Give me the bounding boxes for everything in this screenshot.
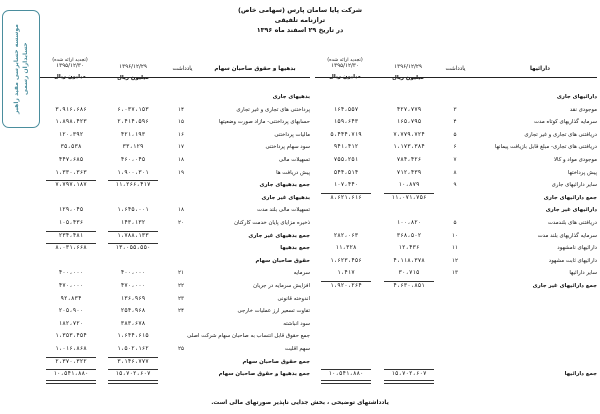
line-item-label: سایر دارائیها [569,270,597,277]
current-year-value: ۳۰،۷۱۵ [398,270,420,277]
prior-year-value: ۲۰۵،۹۰۰ [58,308,84,315]
prior-year-value: ۴۴۷،۶۸۵ [58,157,84,163]
assets-row [0,92,600,103]
currency-label: میلیون ریال [392,75,424,81]
liab-note-header: یادداشت [172,66,193,72]
assets-title: دارائیها [529,66,551,72]
prior-year-value: ۳،۹۱۶،۶۸۶ [55,106,87,113]
prior-year-value: ۱،۶۲۳،۴۵۶ [330,257,362,264]
assets-row [0,243,600,254]
grand-total-rule [384,380,434,384]
note-ref: ۵ [453,220,457,226]
currency-label: میلیون ریال [117,75,149,81]
line-item-label: سرمایه گذاریهای بلند مدت [537,232,597,239]
line-item-label: جمع بدهیها [280,245,310,252]
prior-year-value: ۱۵۹،۶۴۳ [333,119,359,126]
line-item-label: بدهیهای جاری [272,94,310,100]
subtotal-rule [384,193,434,194]
prior-year-value: ۴۷۰،۰۰۰ [58,283,84,289]
line-item-label: دارائیهای غیر جاری [545,207,597,214]
assets-row [0,357,600,368]
current-year-value: ۱۵،۷۰۲،۶۰۷ [115,371,151,378]
current-year-value: ۱۱،۰۷۱،۷۵۶ [391,194,427,201]
current-year-value: ۱۵،۷۰۲،۶۰۷ [391,371,427,378]
statement-date: در تاریخ ۲۹ اسفند ماه ۱۳۹۶ [256,26,344,34]
note-ref: ۱۷ [177,144,184,151]
line-item-label: تسهیلات مالی بلند مدت [256,207,310,214]
subtotal-rule [321,281,371,282]
currency-label: میلیون ریال [54,74,86,80]
line-item-label: دریافتنی های تجاری و غیر تجاری [524,131,597,138]
liab-header-rule [40,77,310,78]
note-ref: ۲۰ [177,220,184,226]
note-ref: ۲۲ [177,283,184,289]
line-item-label: بدهیهای غیر جاری [261,194,310,201]
current-year-value: ۴۰۰،۰۰۰ [120,270,146,277]
line-item-label: دریافتنی های تجاری- مبلغ قابل بازیافت پیمانها [494,144,597,151]
current-year-value: ۴۲۷،۷۷۹ [396,106,422,113]
subtotal-rule [321,369,371,370]
assets-row [0,168,600,179]
liab-current-col-header [103,64,163,81]
note-ref: ۲۳ [177,295,184,302]
prior-year-value: ۱،۰۱۶،۸۶۸ [55,346,87,352]
note-ref: ۱۰ [451,232,458,239]
line-item-label: دارائیهای جاری [556,94,597,100]
prior-year-value: ۹۲،۸۳۴ [60,295,82,302]
prior-year-value: ۲۸۲،۰۶۳ [333,232,359,239]
current-year-value: ۱،۶۴۵،۰۰۱ [117,207,149,214]
line-item-label: جمع دارائیها [564,371,597,378]
prior-year-value: ۱،۳۳۰،۳۶۳ [55,169,87,176]
assets-row [0,231,600,242]
current-year-value: ۳۳،۱۲۹ [122,144,144,151]
current-year-value: ۱۰۰،۸۲۰ [396,220,422,226]
line-item-label: دارائیهای ثابت مشهود [548,257,597,264]
current-year-value: ۱۱،۲۶۶،۴۱۷ [115,182,151,189]
line-item-label: پیش پرداختها [567,169,597,176]
line-item-label: تسهیلات مالی [278,157,310,163]
prior-year-value: ۵،۴۴۴،۷۱۹ [330,131,362,138]
prior-year-value: ۱۱،۳۲۸ [335,245,357,252]
assets-row [0,155,600,166]
line-item-label: سرمایه گذاریهای کوتاه مدت [533,119,597,126]
prior-year-value: ۷۵۵،۲۵۱ [333,157,359,163]
current-year-value: ۱،۶۴۴،۶۱۵ [117,333,149,340]
prior-year-value: ۸،۰۳۱،۶۶۸ [55,245,87,252]
current-year-value: ۱۰،۸۷۹ [398,182,420,189]
footer-note: یادداشتهای توضیحی ، بخش جدایی ناپذیر صورتهای مالی است. [211,400,389,406]
assets-row [0,193,600,204]
line-item-label: سود انباشته [283,320,310,327]
assets-row [0,256,600,267]
note-ref: ۲۱ [177,270,184,277]
prior-year-value: ۱،۹۲۰،۲۶۴ [330,283,362,289]
prior-year-value: ۱۲۰،۳۹۲ [58,131,84,138]
note-ref: ۱۸ [177,157,184,163]
prior-year-value: ۴۰۰،۰۰۰ [58,270,84,277]
prior-year-value: ۱،۳۵۳،۴۵۴ [55,333,87,340]
prior-year: ۱۳۹۵/۱۲/۳۰ [331,63,359,69]
note-ref: ۱۴ [177,106,184,113]
note-ref: ۳ [453,106,457,113]
prior-year-value: ۱۰،۵۴۱،۸۸۰ [328,371,364,378]
currency-label: میلیون ریال [329,74,361,80]
current-year-value: ۱،۵۰۲،۱۶۲ [117,346,149,352]
current-year-value: ۳۸۳،۶۷۸ [120,320,146,327]
line-item-label: سرمایه [293,270,310,277]
assets-row [0,268,600,279]
line-item-label: دریافتنی های بلندمدت [547,220,597,226]
note-ref: ۵ [453,131,457,138]
line-item-label: جمع حقوق قابل انتساب به صاحبان سهام شرکت اصلی [187,333,310,340]
line-item-label: جمع بدهیهای جاری [259,182,310,189]
assets-row [0,117,600,128]
current-year-value: ۱،۹۰۰،۳۰۱ [117,169,149,176]
prior-year-value: ۱،۴۱۷ [337,270,355,277]
current-year-value: ۷،۷۷۹،۷۲۴ [393,131,425,138]
restated-note: (تجدید ارائه شده) [327,58,363,63]
current-year-value: ۴،۶۳۰،۸۵۱ [393,283,425,289]
assets-row [0,369,600,380]
company-name: شرکت پایا سامان پارس (سهامی خاص) [237,6,363,14]
note-ref: ۱۲ [451,257,458,264]
line-item-label: حقوق صاحبان سهام [255,257,310,264]
line-item-label: حسابهای پرداختنی- مازاد صورت وضعیتها [218,119,310,126]
prior-year-value: ۱۸۲،۷۲۰ [58,320,84,327]
current-year-value: ۴۲۱،۱۹۳ [120,131,146,138]
current-year-value: ۷۱۲،۴۳۹ [396,169,422,176]
prior-year-value: ۱،۸۹۸،۴۲۳ [55,119,87,126]
current-year-value: ۱۶۵،۷۹۵ [396,119,422,126]
note-ref: ۱۱ [451,245,458,252]
prior-year-value: ۱۶۴،۵۵۷ [333,106,359,113]
line-item-label: ذخیره مزایای پایان خدمت کارکنان [234,220,310,226]
prior-year-value: ۳۵،۵۳۸ [60,144,82,151]
note-ref: ۱۹ [177,169,184,176]
asset-current-col-header [378,64,438,81]
assets-row [0,130,600,141]
current-year-value: ۳،۱۴۶،۷۷۷ [117,358,149,365]
assets-row [0,319,600,330]
subtotal-rule [384,281,434,282]
prior-year-value: ۱۰۷،۴۴۰ [333,182,359,189]
line-item-label: مالیات پرداختنی [274,131,310,138]
liab-title: بدهیها و حقوق صاحبان سهام [214,66,296,72]
prior-year-value: ۱۰،۵۴۱،۸۸۰ [53,371,89,378]
assets-row [0,344,600,355]
current-year-value: ۱،۱۷۳،۳۸۴ [393,144,425,151]
current-year-value: ۲۵۴،۹۶۸ [120,308,146,315]
line-item-label: پرداختنی های تجاری و غیر تجاری [236,106,310,113]
note-ref: ۱۵ [177,119,184,126]
current-year: ۱۳۹۶/۱۲/۲۹ [394,64,422,70]
assets-row [0,294,600,305]
note-ref: ۱۸ [177,207,184,214]
current-year-value: ۳۶۸،۵۰۲ [396,232,422,239]
prior-year-value: ۱۲۹،۰۴۵ [58,207,84,214]
line-item-label: سهم اقلیت [284,346,310,352]
line-item-label: جمع دارائیهای غیر جاری [532,283,597,289]
current-year: ۱۳۹۶/۱۲/۲۹ [119,64,147,70]
note-ref: ۱۶ [177,131,184,138]
current-year-value: ۴۷۰،۰۰۰ [120,283,146,289]
current-year-value: ۴۶۰،۰۴۵ [120,157,146,163]
note-ref: ۲۵ [177,346,184,352]
line-item-label: دارائیهای نامشهود [557,245,597,252]
assets-row [0,218,600,229]
subtotal-rule [321,193,371,194]
assets-row [0,281,600,292]
line-item-label: جمع بدهیهای غیر جاری [248,232,310,239]
current-year-value: ۱۲،۴۳۶ [398,245,420,252]
grand-total-rule [108,380,158,384]
prior-year-value: ۵۴۴،۵۱۴ [333,169,359,176]
line-item-label: جمع دارائیهای جاری [543,194,597,201]
line-item-label: جمع حقوق صاحبان سهام [242,358,310,365]
line-item-label: پیش دریافت ها [276,169,310,176]
assets-row [0,180,600,191]
line-item-label: موجودی مواد و کالا [553,157,597,163]
note-ref: ۸ [453,169,457,176]
line-item-label: اندوخته قانونی [277,295,310,302]
current-year-value: ۱،۷۸۸،۱۳۳ [117,232,149,239]
assets-row [0,205,600,216]
note-ref: ۶ [453,144,457,151]
current-year-value: ۲،۴۱۴،۵۹۶ [117,119,149,126]
line-item-label: جمع بدهیها و حقوق صاحبان سهام [218,371,310,378]
prior-year-value: ۲،۳۷۰،۳۲۲ [55,358,87,365]
note-ref: ۹ [453,182,457,189]
grand-total-rule [321,380,371,384]
line-item-label: سود سهام پرداختنی [265,144,310,151]
current-year-value: ۶،۰۳۷،۱۵۳ [117,106,149,113]
line-item-label: موجودی نقد [569,106,597,113]
grand-total-rule [46,380,96,384]
prior-year: ۱۳۹۵/۱۲/۳۰ [56,63,84,69]
prior-year-value: ۱۰۵،۴۳۶ [58,220,84,226]
note-ref: ۴ [453,119,457,126]
current-year-value: ۱۳،۰۵۵،۵۵۰ [115,245,151,252]
subtotal-rule [384,369,434,370]
line-item-label: افزایش سرمایه در جریان [253,283,310,289]
assets-row [0,331,600,342]
note-ref: ۲۴ [177,308,184,315]
assets-row [0,105,600,116]
current-year-value: ۷۸۴،۴۲۶ [396,157,422,163]
current-year-value: ۱۴۳،۱۳۲ [120,220,146,226]
line-item-label: تفاوت تسعیر ارز عملیات خارجی [237,308,310,315]
note-ref: ۱۳ [451,270,458,277]
prior-year-value: ۲۳۴،۴۸۱ [58,232,84,239]
prior-year-value: ۹۴۱،۴۱۲ [333,144,359,151]
note-ref: ۷ [453,157,457,163]
asset-header-rule [315,77,597,78]
prior-year-value: ۸،۶۲۱،۶۱۶ [330,194,362,201]
assets-row [0,306,600,317]
statement-title: ترازنامه تلفیقی [274,16,326,24]
current-year-value: ۴،۱۱۸،۳۷۸ [393,257,425,264]
prior-year-value: ۷،۷۹۷،۱۸۷ [55,182,87,189]
line-item-label: سایر دارائیهای جاری [551,182,597,189]
stamp-text: موسسه حسابرسی مفید راهبر حسابداران رسمی [13,24,29,114]
assets-row [0,142,600,153]
restated-note: (تجدید ارائه شده) [52,58,88,63]
current-year-value: ۱۳۶،۹۶۹ [120,295,146,302]
asset-note-header: یادداشت [445,66,466,72]
